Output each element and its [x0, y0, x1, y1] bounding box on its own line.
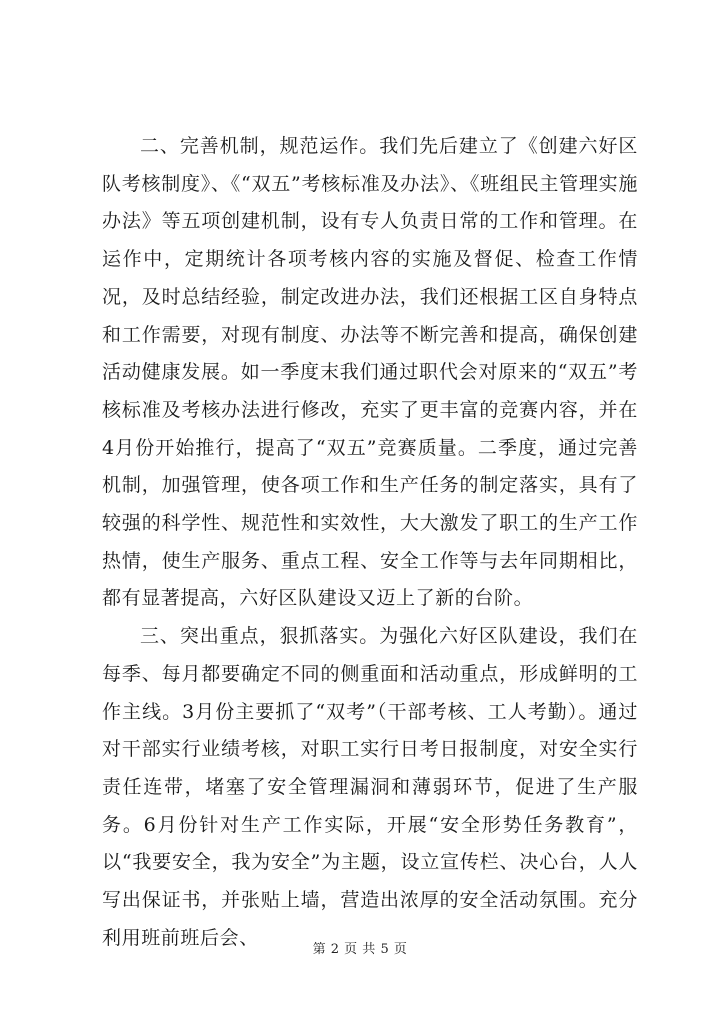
paragraph-highlight-key-points: 三、突出重点，狠抓落实。为强化六好区队建设，我们在每季、每月都要确定不同的侧重面和活动重点，形成鲜明的工作主线。3月份主要抓了“双考”（干部考核、工人考勤）。通过对干部实行业绩考核，对职工实行日考日报制度，对安全实行责任连带，堵塞了安全管理漏洞和薄弱环节，促进了生产服务。6月份针对生产工作实际，开展“安全形势任务教育”，以“我要安全，我为安全”为主题，设立宣传栏、决心台，人人写出保证书，并张贴上墙，营造出浓厚的安全活动氛围。充分利用班前班后会、 [102, 625, 638, 949]
paragraph-improve-mechanism: 二、完善机制，规范运作。我们先后建立了《创建六好区队考核制度》、《“双五”考核标准及办法》、《班组民主管理实施办法》等五项创建机制，设有专人负责日常的工作和管理。在运作中，定期统计各项考核内容的实施及督促、检查工作情况，及时总结经验，制定改进办法，我们还根据工区自身特点和工作需要，对现有制度、办法等不断完善和提高，确保创建活动健康发展。如一季度末我们通过职代会对原来的“双五”考核标准及考核办法进行修改，充实了更丰富的竞赛内容，并在4月份开始推行，提高了“双五”竞赛质量。二季度，通过完善机制，加强管理，使各项工作和生产任务的制定落实，具有了较强的科学性、规范性和实效性，大大激发了职工的生产工作热情，使生产服务、重点工程、安全工作等与去年同期相比，都有显著提高，六好区队建设又迈上了新的台阶。 [102, 135, 638, 610]
page-number-footer: 第 2 页 共 5 页 [312, 942, 408, 957]
document-body [102, 128, 638, 957]
